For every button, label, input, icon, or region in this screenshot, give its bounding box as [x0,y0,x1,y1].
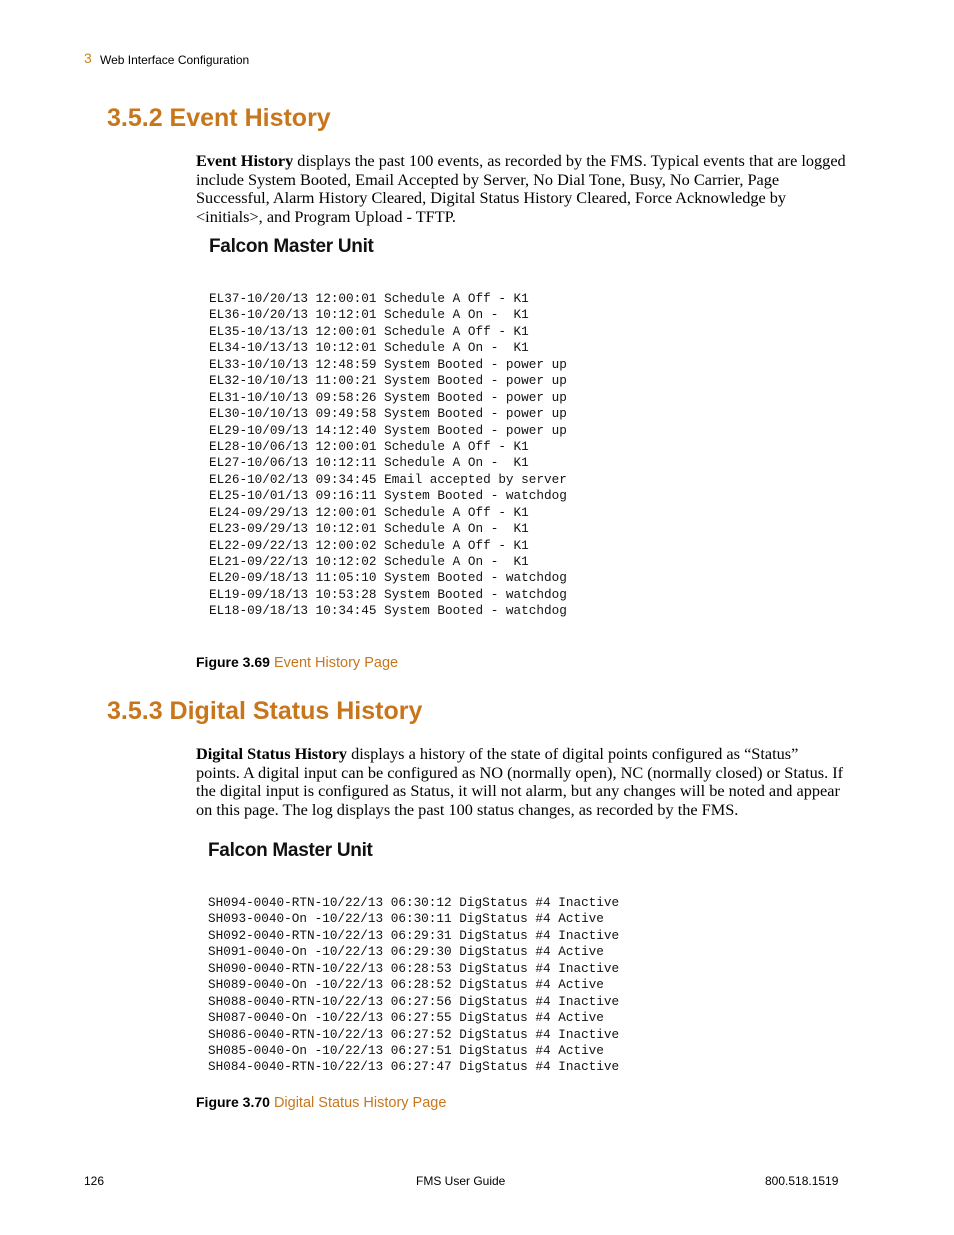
event-log-list [209,291,567,620]
para-body: displays a history of the state of digital points configured as “Status” points. A digital input can be configured as NO (normally open), NC (normally closed) or Status. If the digital input is configured as Status, it will not alarm, but any changes will be noted and appear on this page. The log displays the past 100 status changes, as recorded by the FMS. [196,744,844,820]
guide-title: FMS User Guide [416,1174,506,1188]
log-entry: EL19-09/18/13 10:53:28 System Booted - watchdog [209,586,567,602]
log-entry: EL31-10/10/13 09:58:26 System Booted - power up [209,389,567,405]
phone-number: 800.518.1519 [765,1174,839,1188]
log-entry: EL28-10/06/13 12:00:01 Schedule A Off - K1 [209,438,529,454]
digital-status-paragraph [196,745,846,820]
section-heading-event-history: 3.5.2 Event History [107,104,331,132]
log-entry: EL22-09/22/13 12:00:02 Schedule A Off - K1 [209,537,529,553]
event-history-screenshot [209,236,567,620]
log-entry: SH092-0040-RTN-10/22/13 06:29:31 DigStatus #4 Inactive [208,927,620,943]
para-bold-term: Event History [196,151,294,170]
chapter-title: Web Interface Configuration [100,53,250,67]
log-entry: EL34-10/13/13 10:12:01 Schedule A On - K1 [209,340,529,356]
log-entry: SH086-0040-RTN-10/22/13 06:27:52 DigStatus #4 Inactive [208,1026,620,1042]
log-entry: EL35-10/13/13 12:00:01 Schedule A Off - K1 [209,323,529,339]
log-entry: SH093-0040-On -10/22/13 06:30:11 DigStatus #4 Active [208,911,604,927]
screenshot-title: Falcon Master Unit [208,840,373,861]
log-entry: EL33-10/10/13 12:48:59 System Booted - power up [209,356,567,372]
figure-caption-3-69 [196,654,398,671]
log-entry: EL27-10/06/13 10:12:11 Schedule A On - K1 [209,455,529,471]
log-entry: EL26-10/02/13 09:34:45 Email accepted by server [209,471,567,487]
figure-label: Figure 3.69 [196,654,270,670]
event-history-paragraph [196,152,846,227]
log-entry: SH091-0040-On -10/22/13 06:29:30 DigStatus #4 Active [208,944,604,960]
figure-caption-3-70 [196,1094,446,1111]
log-entry: EL21-09/22/13 10:12:02 Schedule A On - K1 [209,554,529,569]
figure-title: Event History Page [273,655,399,671]
log-entry: SH089-0040-On -10/22/13 06:28:52 DigStatus #4 Active [208,977,604,993]
digital-status-log-list [208,895,619,1076]
chapter-number: 3 [84,50,92,66]
figure-label: Figure 3.70 [196,1094,270,1110]
log-entry: EL29-10/09/13 14:12:40 System Booted - power up [209,422,567,438]
log-entry: SH090-0040-RTN-10/22/13 06:28:53 DigStatus #4 Inactive [208,960,620,976]
log-entry: EL32-10/10/13 11:00:21 System Booted - power up [209,373,567,389]
screenshot-title: Falcon Master Unit [209,236,374,257]
log-entry: EL20-09/18/13 11:05:10 System Booted - watchdog [209,570,567,586]
digital-status-screenshot [208,840,619,1076]
log-entry: EL24-09/29/13 12:00:01 Schedule A Off - K1 [209,504,529,520]
para-bold-term: Digital Status History [196,744,348,763]
log-entry: SH088-0040-RTN-10/22/13 06:27:56 DigStatus #4 Inactive [208,993,620,1009]
para-body: displays the past 100 events, as recorded by the FMS. Typical events that are logged include System Booted, Email Accepted by Server, No Dial Tone, Busy, No Carrier, Page Successful, Alarm History Cleared, Digital Status History Cleared, Force Acknowledge by <initials>, and Program Upload - TFTP. [196,151,846,227]
log-entry: SH084-0040-RTN-10/22/13 06:27:47 DigStatus #4 Inactive [208,1059,620,1075]
log-entry: EL37-10/20/13 12:00:01 Schedule A Off - K1 [209,291,529,306]
log-entry: EL25-10/01/13 09:16:11 System Booted - watchdog [209,488,567,504]
log-entry: EL23-09/29/13 10:12:01 Schedule A On - K1 [209,521,529,537]
log-entry: SH085-0040-On -10/22/13 06:27:51 DigStatus #4 Active [208,1042,604,1058]
section-heading-digital-status-history: 3.5.3 Digital Status History [107,697,423,725]
page-number: 126 [84,1174,105,1188]
log-entry: SH094-0040-RTN-10/22/13 06:30:12 DigStatus #4 Inactive [208,895,620,910]
log-entry: EL36-10/20/13 10:12:01 Schedule A On - K1 [209,307,529,323]
log-entry: EL30-10/10/13 09:49:58 System Booted - power up [209,406,567,422]
log-entry: EL18-09/18/13 10:34:45 System Booted - watchdog [209,603,567,619]
figure-title: Digital Status History Page [273,1095,447,1111]
log-entry: SH087-0040-On -10/22/13 06:27:55 DigStatus #4 Active [208,1010,604,1026]
